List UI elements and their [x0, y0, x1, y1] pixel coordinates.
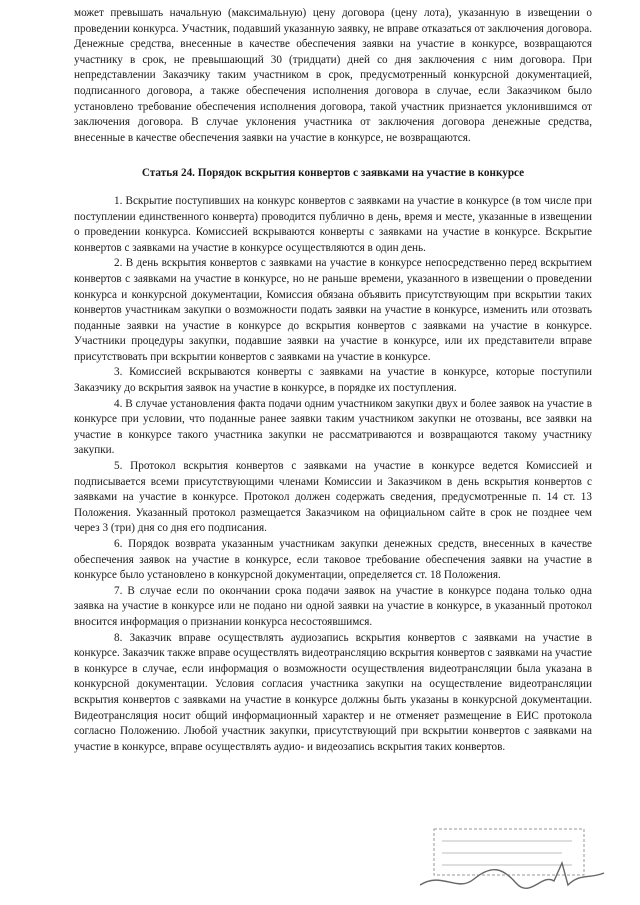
paragraph-1: 1. Вскрытие поступивших на конкурс конвертов с заявками на участие в конкурсе (в том числе при поступлении единственного конверта) проводится публично в день, время и месте, указанные в извещении о проведении конкурса. Комиссией вскрываются конверты с заявками на участие в конкурсе. Вскрытие конвертов с заявками на участие в конкурсе осуществляются в один день.: [74, 194, 592, 254]
paragraph-2: 2. В день вскрытия конвертов с заявками на участие в конкурсе непосредственно перед вскрытием конвертов с заявками на участие в конкурсе, но не раньше времени, указанного в извещении о проведении конкурса и конкурсной документации, Комиссия обязана объявить присутствующим при вскрытии таких конвертов участникам закупки о возможности подать заявки на участие в конкурсе, изменить или отозвать поданные заявки на участие в конкурсе до вскрытия конвертов с заявками на участие в конкурсе. Участники процедуры закупки, подавшие заявки на участие в конкурсе, или их представители вправе присутствовать при вскрытии конвертов с заявками на участие в конкурсе.: [74, 257, 592, 363]
paragraph-7: 7. В случае если по окончании срока подачи заявок на участие в конкурсе подана только одна заявка на участие в конкурсе или не подано ни одной заявки на участие в конкурсе, в указанный протокол вносится информация о признании конкурса несостоявшимся.: [74, 584, 592, 628]
lead-paragraph: может превышать начальную (максимальную) цену договора (цену лота), указанную в извещении о проведении конкурса. Участник, подавший указанную заявку, не вправе отказаться от заключения договора. Денежные средства, внесенные в качестве обеспечения заявки на участие в конкурсе, возвращаются участнику в срок, не превышающий 30 (тридцати) дней со дня заключения с ним договора. При непредставлении Заказчику таким участником в срок, предусмотренный конкурсной документацией, подписанного договора, а также обеспечения исполнения договора в случае, если Заказчиком было установлено требование обеспечения исполнения договора, такой участник признается уклонившимся от заключения договора. В случае уклонения участника от заключения договора денежные средства, внесенные в качестве обеспечения заявки на участие в конкурсе, не возвращаются.: [74, 7, 592, 144]
article-heading: Статья 24. Порядок вскрытия конвертов с заявками на участие в конкурсе: [141, 167, 525, 180]
paragraph-5: 5. Протокол вскрытия конвертов с заявками на участие в конкурсе ведется Комиссией и подписывается всеми присутствующими членами Комиссии и Заказчиком в день вскрытия конвертов с заявками на участие в конкурсе. Протокол должен содержать сведения, предусмотренные п. 14 ст. 13 Положения. Указанный протокол размещается Заказчиком на официальном сайте в срок не позднее чем через 3 (три) дня со дня его подписания.: [74, 460, 592, 535]
stamp-signature-icon: [412, 823, 612, 893]
paragraph-6: 6. Порядок возврата указанным участникам закупки денежных средств, внесенных в качестве обеспечения заявок на участие в конкурсе, если таковое требование обеспечения заявки на участие в конкурсе было установлено в конкурсной документации, определяется ст. 18 Положения.: [74, 538, 592, 582]
paragraph-8: 8. Заказчик вправе осуществлять аудиозапись вскрытия конвертов с заявками на участие в конкурсе. Заказчик также вправе осуществлять видеотрансляцию вскрытия конвертов с заявками на участие в конкурсе в случае, если информация о возможности осуществления видеотрансляции была указана в конкурсной документации. Условия согласия участника закупки на осуществление видеотрансляции вскрытия конвертов с заявками на участие в конкурсе должны быть указаны в конкурсной документации. Видеотрансляция носит общий информационный характер и не отменяет размещение в ЕИС протокола согласно Положению. Любой участник закупки, присутствующий при вскрытии конвертов с заявками на участие в конкурсе, вправе осуществлять аудио- и видеозапись вскрытия таких конвертов.: [74, 631, 592, 753]
paragraph-4: 4. В случае установления факта подачи одним участником закупки двух и более заявок на участие в конкурсе при условии, что поданные ранее заявки таким участником закупки не отозваны, все заявки на участие в конкурсе такого участника закупки не рассматриваются и возвращаются такому участнику закупки.: [74, 397, 592, 457]
official-stamp-signature: [412, 823, 612, 893]
paragraph-3: 3. Комиссией вскрываются конверты с заявками на участие в конкурсе, которые поступили Заказчику до вскрытия заявок на участие в конкурсе, в порядке их поступления.: [74, 366, 592, 395]
